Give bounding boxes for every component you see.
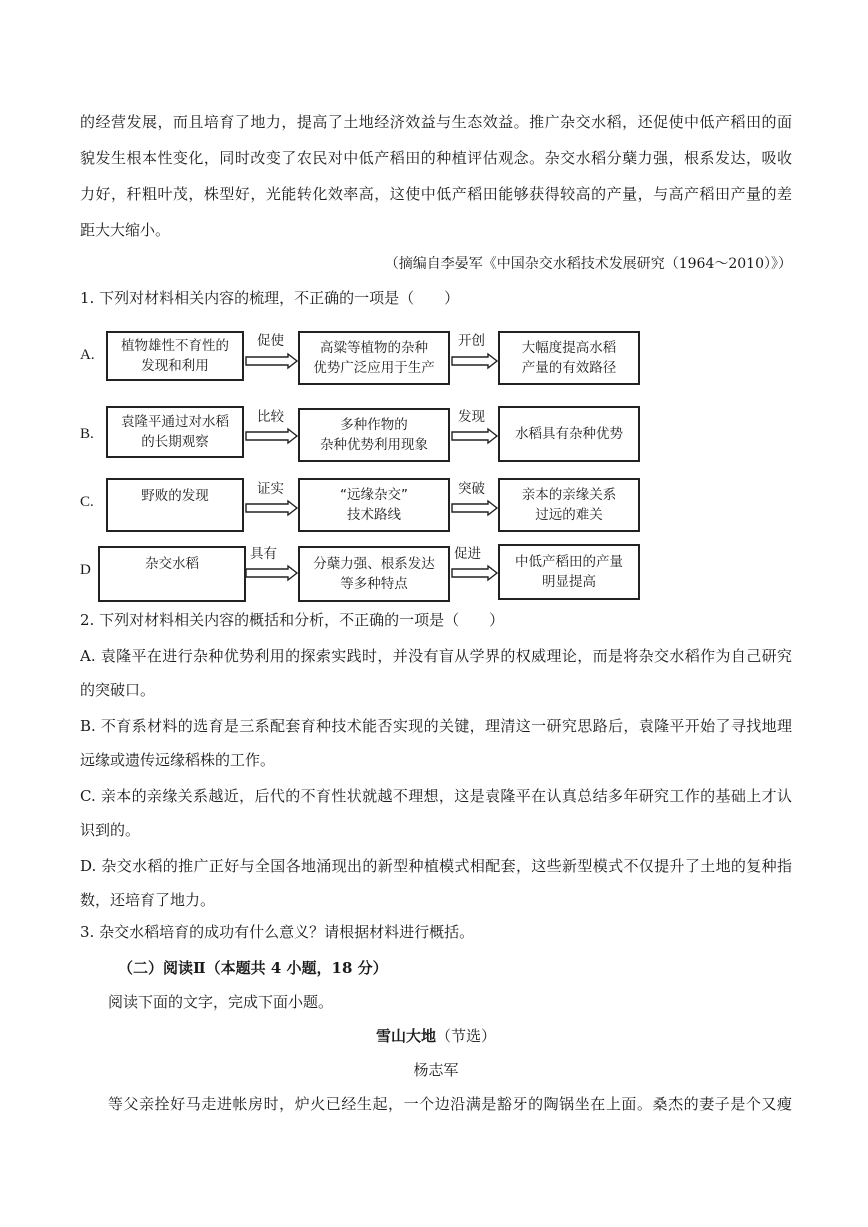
arrow-label: 发现 (458, 409, 485, 425)
q3-stem: 3. 杂交水稻培育的成功有什么意义？请根据材料进行概括。 (80, 923, 475, 941)
right-arrow-icon (246, 354, 298, 368)
arrow-label: 证实 (257, 481, 284, 497)
passage-source: （摘编自李晏军《中国杂交水稻技术发展研究（1964～2010）》） (384, 256, 792, 272)
flow-box: 分蘖力强、根系发达 等多种特点 (298, 546, 450, 602)
option-letter: B. (80, 426, 94, 442)
q2-option-d: D. 杂交水稻的推广正好与全国各地涌现出的新型种植模式相配套，这些新型模式不仅提升了土地的复种指 (80, 857, 792, 875)
right-arrow-icon (452, 354, 498, 368)
flow-box: 中低产稻田的产量 明显提高 (498, 544, 640, 600)
section-instruction: 阅读下面的文字，完成下面小题。 (108, 993, 334, 1011)
passage-line: 距大大缩小。 (80, 221, 171, 239)
q2-option-a: A. 袁隆平在进行杂种优势利用的探索实践时，并没有盲从学界的权威理论，而是将杂交水稻作为自己研究 (80, 647, 792, 665)
q2-option-d-cont: 数，还培育了地力。 (80, 891, 216, 909)
flow-box: 野败的发现 (106, 478, 244, 532)
right-arrow-icon (246, 429, 298, 443)
right-arrow-icon (246, 501, 298, 515)
right-arrow-icon (452, 566, 498, 580)
arrow-label: 突破 (458, 481, 485, 497)
flow-box: “远缘杂交” 技术路线 (298, 478, 450, 532)
passage-line: 貌发生根本性变化，同时改变了农民对中低产稻田的种植评估观念。杂交水稻分蘖力强，根系发达，吸收 (80, 149, 792, 167)
arrow-label: 促使 (257, 333, 284, 349)
flow-box: 多种作物的 杂种优势利用现象 (298, 408, 450, 462)
q2-stem: 2. 下列对材料相关内容的概括和分析，不正确的一项是（ ） (80, 611, 505, 629)
flow-box: 水稻具有杂种优势 (498, 406, 640, 462)
option-letter: D (80, 562, 91, 578)
flow-box: 亲本的亲缘关系 过远的难关 (498, 478, 640, 532)
article-title-suffix: （节选） (436, 1027, 497, 1045)
article-author: 杨志军 (413, 1061, 459, 1079)
article-title-main: 雪山大地 (375, 1027, 436, 1045)
right-arrow-icon (452, 501, 498, 515)
option-letter: C. (80, 494, 94, 510)
article-title (80, 1026, 792, 1046)
passage-line: 的经营发展，而且培育了地力，提高了土地经济效益与生态效益。推广杂交水稻，还促使中低产稻田的面 (80, 113, 792, 131)
flow-box: 植物雄性不育性的 发现和利用 (106, 331, 244, 381)
flow-box: 杂交水稻 (98, 546, 246, 602)
section-heading: （二）阅读Ⅱ（本题共 4 小题，18 分） (118, 959, 388, 977)
q1-stem: 1. 下列对材料相关内容的梳理，不正确的一项是（ ） (80, 289, 460, 307)
flow-box: 大幅度提高水稻 产量的有效路径 (498, 331, 640, 385)
flow-box: 高粱等植物的杂种 优势广泛应用于生产 (298, 331, 450, 385)
arrow-label: 具有 (250, 546, 277, 562)
arrow-label: 开创 (458, 333, 485, 349)
q2-option-c: C. 亲本的亲缘关系越近，后代的不育性状就越不理想，这是袁隆平在认真总结多年研究工作的基础上才认 (80, 787, 792, 805)
right-arrow-icon (246, 566, 298, 580)
q2-option-b-cont: 远缘或遗传远缘稻株的工作。 (80, 751, 276, 769)
arrow-label: 比较 (257, 409, 284, 425)
q2-option-a-cont: 的突破口。 (80, 681, 156, 699)
arrow-label: 促进 (454, 546, 481, 562)
q2-option-c-cont: 识到的。 (80, 821, 141, 839)
right-arrow-icon (452, 429, 498, 443)
passage-line: 力好，秆粗叶茂，株型好，光能转化效率高，这使中低产稻田能够获得较高的产量，与高产稻田产量的差 (80, 185, 792, 203)
flow-box: 袁隆平通过对水稻 的长期观察 (106, 406, 244, 458)
q2-option-b: B. 不育系材料的选育是三系配套育种技术能否实现的关键，理清这一研究思路后，袁隆平开始了寻找地理 (80, 717, 792, 735)
article-line: 等父亲拴好马走进帐房时，炉火已经生起，一个边沿满是豁牙的陶锅坐在上面。桑杰的妻子是个又瘦 (108, 1095, 792, 1113)
option-letter: A. (80, 347, 95, 363)
